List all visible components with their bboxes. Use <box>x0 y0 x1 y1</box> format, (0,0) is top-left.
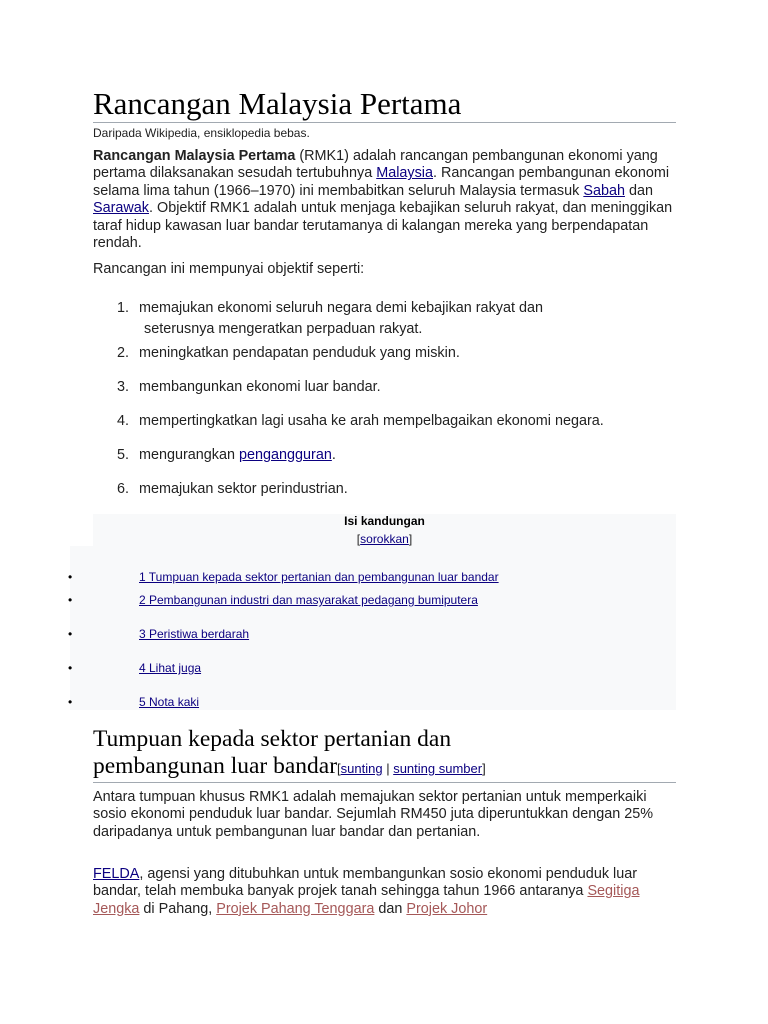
list-text: mempertingkatkan lagi usaha ke arah mempelbagaikan ekonomi negara. <box>139 413 604 429</box>
toc-hide-link[interactable]: sorokkan <box>360 532 409 546</box>
list-number: 6. <box>117 481 130 497</box>
intro-bold-title: Rancangan Malaysia Pertama <box>93 148 296 164</box>
toc-box-extension <box>70 546 93 710</box>
intro-text-2: . Rancangan pembangunan ekonomi selama lima tahun (1966–1970) ini membabitkan seluruh Malaysia termasuk <box>93 165 670 199</box>
list-item <box>117 447 336 464</box>
list-number: 3. <box>117 379 130 395</box>
toc-item-3[interactable]: 3 Peristiwa berdarah <box>139 627 250 641</box>
list-item <box>117 345 460 362</box>
list-text: membangunkan ekonomi luar bandar. <box>139 379 381 395</box>
edit-bracket-open: [ <box>337 761 341 776</box>
section-heading-line2: pembangunan luar bandar <box>93 753 338 779</box>
toc-bullet: • <box>68 627 73 641</box>
list-text: memajukan sektor perindustrian. <box>139 481 348 497</box>
section-edit-links <box>337 761 486 776</box>
link-projek-pahang-tenggara[interactable]: Projek Pahang Tenggara <box>216 900 375 917</box>
toc-title: Isi kandungan <box>344 514 425 528</box>
link-projek-johor[interactable]: Projek Johor <box>406 900 488 917</box>
toc-bullet: • <box>68 695 73 709</box>
page-tagline: Daripada Wikipedia, ensiklopedia bebas. <box>93 126 310 140</box>
list-number: 5. <box>117 447 130 463</box>
p2-text-2: di Pahang, <box>139 900 217 917</box>
toc-bullet: • <box>68 593 73 607</box>
toc-bullet: • <box>68 661 73 675</box>
list-item-continuation: seterusnya mengeratkan perpaduan rakyat. <box>144 321 423 337</box>
intro-text-1: (RMK1) adalah rancangan pembangunan ekonomi yang pertama dilaksanakan sesudah tertubuhnya <box>93 148 658 182</box>
toc-item-5[interactable]: 5 Nota kaki <box>139 695 200 709</box>
section-paragraph-2 <box>93 866 678 918</box>
edit-link[interactable]: sunting <box>340 761 383 776</box>
section-heading <box>93 726 676 783</box>
toc-bracket-close: ] <box>408 532 413 546</box>
edit-bracket-close: ] <box>482 761 486 776</box>
link-sarawak[interactable]: Sarawak <box>93 200 149 217</box>
link-sabah[interactable]: Sabah <box>583 182 625 199</box>
edit-source-link[interactable]: sunting sumber <box>393 761 483 776</box>
list-text: meningkatkan pendapatan penduduk yang miskin. <box>139 345 460 361</box>
intro-paragraph <box>93 148 678 252</box>
link-malaysia[interactable]: Malaysia <box>376 165 434 182</box>
section-paragraph-1: Antara tumpuan khusus RMK1 adalah memajukan sektor pertanian untuk memperkaiki sosio ekonomi penduduk luar bandar. Sejumlah RM450 juta diperuntukkan dengan 25% daripadanya untuk pembangunan luar bandar dan pertanian. <box>93 789 654 840</box>
list-number: 4. <box>117 413 130 429</box>
toc-toggle <box>93 532 676 546</box>
p2-text-3: dan <box>374 900 407 917</box>
list-item <box>117 413 604 430</box>
toc-bracket-open: [ <box>356 532 361 546</box>
link-segitiga-jengka[interactable]: Segitiga Jengka <box>93 883 640 917</box>
list-number: 1. <box>117 300 130 316</box>
toc-item-1[interactable]: 1 Tumpuan kepada sektor pertanian dan pembangunan luar bandar <box>139 570 499 584</box>
list-text: memajukan ekonomi seluruh negara demi kebajikan rakyat dan <box>139 300 543 316</box>
page-title: Rancangan Malaysia Pertama <box>93 86 676 123</box>
link-pengangguran[interactable]: pengangguran <box>239 447 332 463</box>
objectives-intro: Rancangan ini mempunyai objektif seperti: <box>93 261 365 277</box>
section-heading-line2-wrap <box>93 753 676 782</box>
toc-item-4[interactable]: 4 Lihat juga <box>139 661 202 675</box>
link-felda[interactable]: FELDA <box>93 866 140 882</box>
list-text-after: . <box>331 447 336 463</box>
section-heading-line1: Tumpuan kepada sektor pertanian dan <box>93 726 452 752</box>
p2-text-1: , agensi yang ditubuhkan untuk membangunkan sosio ekonomi penduduk luar bandar, telah membuka banyak projek tanah sehingga tahun 1966 antaranya <box>93 866 638 900</box>
toc-item-2[interactable]: 2 Pembangunan industri dan masyarakat pedagang bumiputera <box>139 593 478 607</box>
list-item <box>117 481 348 498</box>
list-number: 2. <box>117 345 130 361</box>
edit-separator: | <box>382 761 394 776</box>
toc-bullet: • <box>68 570 73 584</box>
list-text: mengurangkan <box>139 447 240 463</box>
intro-text-3: dan <box>624 182 653 199</box>
list-item <box>117 300 543 317</box>
intro-text-4: . Objektif RMK1 adalah untuk menjaga kebajikan seluruh rakyat, dan meninggikan taraf hidup kawasan luar bandar terutamanya di kalangan mereka yang berpendapatan rendah. <box>93 200 673 252</box>
list-item <box>117 379 381 396</box>
